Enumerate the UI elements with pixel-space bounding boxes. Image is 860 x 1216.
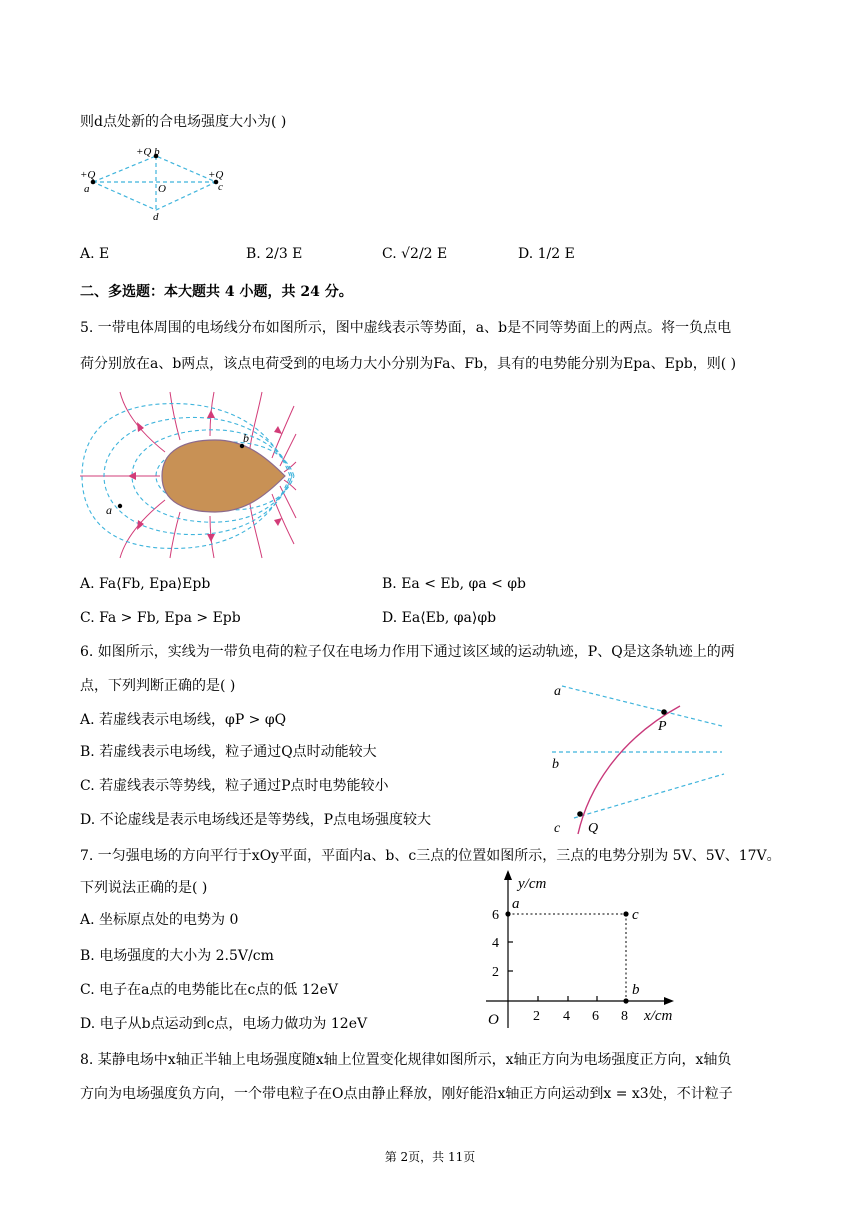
q4-stem: 则d点处新的合电场强度大小为( ) [80, 114, 287, 130]
q7-xtick: 6 [592, 1009, 599, 1024]
q6-trajectory-figure [548, 680, 728, 836]
q7-option-b: B. 电场强度的大小为 2.5V/cm [80, 948, 274, 964]
q4-option-b: B. 2/3 E [246, 246, 303, 262]
q5-line1: 5. 一带电体周围的电场线分布如图所示，图中虚线表示等势面，a、b是不同等势面上的两点。将一负点电 [80, 320, 732, 336]
q7-ylabel: y/cm [518, 876, 547, 892]
q4-label-left-pt: a [84, 183, 90, 195]
q7-origin: O [488, 1012, 499, 1028]
q4-label-bottom: d [153, 211, 159, 223]
q7-xtick: 8 [621, 1009, 628, 1024]
q7-option-d: D. 电子从b点运动到c点，电场力做功为 12eV [80, 1016, 368, 1032]
q5-field-figure [80, 392, 296, 558]
q4-label-right: +Q [208, 169, 224, 181]
q6-label-P: P [658, 719, 667, 734]
q7-line2: 下列说法正确的是( ) [80, 880, 208, 896]
q4-label-top: +Q b [136, 146, 160, 158]
q5-option-d: D. Ea⟨Eb, φa⟩φb [382, 610, 497, 626]
q7-label-c: c [632, 907, 639, 923]
q7-label-a: a [512, 896, 520, 912]
q6-option-c: C. 若虚线表示等势线，粒子通过P点时电势能较小 [80, 778, 389, 794]
q7-line1: 7. 一匀强电场的方向平行于xOy平面，平面内a、b、c三点的位置如图所示，三点的电势分别为 5V、5V、17V。 [80, 848, 781, 864]
q7-label-b: b [632, 982, 640, 998]
q7-coordinate-figure [482, 868, 682, 1034]
q7-xtick: 4 [563, 1009, 570, 1024]
q4-label-left: +Q [80, 169, 96, 181]
q7-xlabel: x/cm [644, 1008, 673, 1024]
q5-option-c: C. Fa > Fb, Epa > Epb [80, 610, 241, 626]
q7-ytick: 4 [492, 936, 499, 951]
q4-label-right-pt: c [218, 181, 223, 193]
q6-label-a: a [554, 684, 561, 699]
q4-option-c: C. √2/2 E [382, 246, 448, 262]
q4-option-d: D. 1/2 E [518, 246, 575, 262]
q7-option-c: C. 电子在a点的电势能比在c点的低 12eV [80, 982, 338, 998]
q5-label-b: b [243, 431, 249, 445]
q6-option-d: D. 不论虚线是表示电场线还是等势线，P点电场强度较大 [80, 812, 432, 828]
q6-label-c: c [554, 821, 561, 836]
q5-option-b: B. Ea < Eb, φa < φb [382, 576, 527, 592]
q6-label-b: b [552, 757, 559, 772]
q7-option-a: A. 坐标原点处的电势为 0 [80, 912, 239, 928]
q8-line1: 8. 某静电场中x轴正半轴上电场强度随x轴上位置变化规律如图所示，x轴正方向为电场强度正方向，x轴负 [80, 1052, 732, 1068]
q7-ytick: 6 [492, 908, 499, 923]
q6-line1: 6. 如图所示，实线为一带负电荷的粒子仅在电场力作用下通过该区域的运动轨迹，P、Q是这条轨迹上的两 [80, 644, 735, 660]
section-heading: 二、多选题：本大题共 4 小题，共 24 分。 [80, 284, 353, 300]
q4-rhombus-figure [78, 144, 238, 222]
q4-label-center: O [158, 183, 166, 195]
q6-option-b: B. 若虚线表示电场线，粒子通过Q点时动能较大 [80, 744, 377, 760]
q7-ytick: 2 [492, 965, 499, 980]
q6-label-Q: Q [588, 821, 599, 836]
q7-xtick: 2 [533, 1009, 540, 1024]
q8-line2: 方向为电场强度负方向，一个带电粒子在O点由静止释放，刚好能沿x轴正方向运动到x = x3处，不计粒子 [80, 1086, 733, 1102]
q6-line2: 点，下列判断正确的是( ) [80, 678, 236, 694]
q6-option-a: A. 若虚线表示电场线，φP > φQ [80, 712, 287, 728]
q5-label-a: a [106, 503, 112, 517]
q4-option-a: A. E [80, 246, 110, 262]
q5-line2: 荷分别放在a、b两点，该点电荷受到的电场力大小分别为Fa、Fb，具有的电势能分别为Epa、Epb，则( ) [80, 356, 737, 372]
page-footer: 第 2页，共 11页 [384, 1150, 476, 1164]
q5-option-a: A. Fa⟨Fb, Epa⟩Epb [80, 576, 211, 592]
